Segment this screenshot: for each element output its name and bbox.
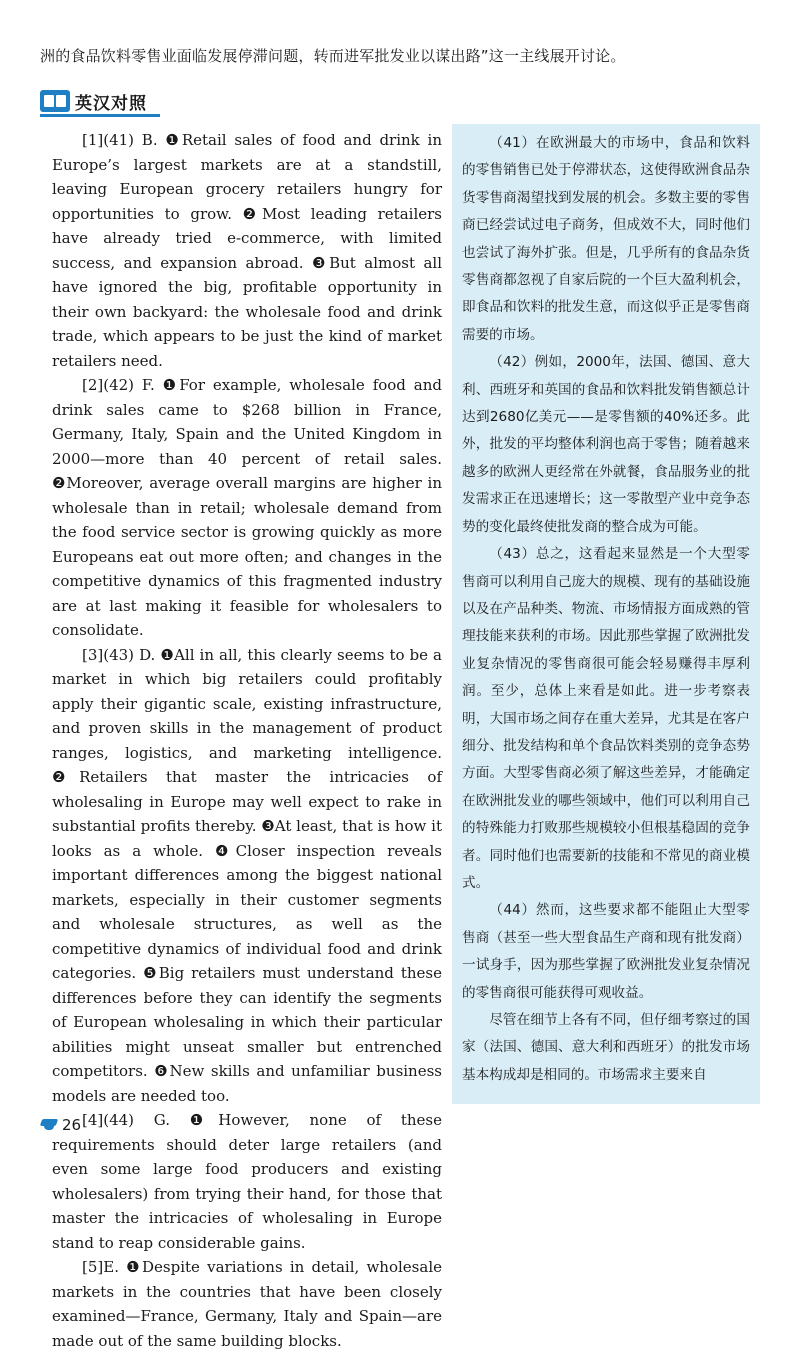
page-footer bbox=[40, 1116, 81, 1134]
chinese-column bbox=[452, 124, 760, 1089]
chinese-paragraph-4: （44）然而，这些要求都不能阻止大型零售商（甚至一些大型食品生产商和现有批发商）一试身手，因为那些掌握了欧洲批发业复杂情况的零售商很可能获得可观收益。 bbox=[462, 902, 750, 1001]
section-title: 英汉对照 bbox=[75, 93, 147, 114]
english-paragraph-4: [4](44) G. ❶However, none of these requirements should deter large retailers (and even some large food producers and existing wholesalers) from trying their hand, for those that master the intricacies of wholesaling in Europe stand to reap considerable gains. bbox=[52, 1111, 442, 1252]
intro-text: 洲的食品饮料零售业面临发展停滞问题，转而进军批发业以谋出路”这一主线展开讨论。 bbox=[40, 47, 626, 65]
english-paragraph-2: [2](42) F. ❶For example, wholesale food and drink sales came to $268 billion in France, Germany, Italy, Spain and the United Kingdom in 2000—more than 40 percent of retail sales. ❷Moreover, average overall margins are higher in wholesale than in retail; wholesale demand from the food service sector is growing quickly as more Europeans eat out more often; and changes in the competitive dynamics of this fragmented industry are at last making it feasible for wholesalers to consolidate. bbox=[52, 376, 442, 639]
english-paragraph-5: [5]E. ❶Despite variations in detail, wholesale markets in the countries that have been closely examined—France, Germany, Italy and Spain—are made out of the same building blocks. bbox=[52, 1258, 442, 1350]
english-column bbox=[52, 128, 442, 1350]
chinese-translation-box bbox=[452, 124, 760, 1104]
section-underline bbox=[40, 114, 160, 117]
chinese-paragraph-3: （43）总之，这看起来显然是一个大型零售商可以利用自己庞大的规模、现有的基础设施以及在产品种类、物流、市场情报方面成熟的管理技能来获利的市场。因此那些掌握了欧洲批发业复杂情况的零售商很可能会轻易赚得丰厚利润。至少，总体上来看是如此。进一步考察表明，大国市场之间存在重大差异，尤其是在客户细分、批发结构和单个食品饮料类别的竞争态势方面。大型零售商必须了解这些差异，才能确定在欧洲批发业的哪些领域中，他们可以利用自己的特殊能力打败那些规模较小但根基稳固的竞争者。同时他们也需要新的技能和不常见的商业模式。 bbox=[462, 546, 750, 891]
english-paragraph-3: [3](43) D. ❶All in all, this clearly seems to be a market in which big retailers could profitably apply their gigantic scale, existing infrastructure, and proven skills in the management of product ranges, logistics, and marketing intelligence. ❷Retailers that master the intricacies of wholesaling in Europe may well expect to rake in substantial profits thereby. ❸At least, that is how it looks as a whole. ❹Closer inspection reveals important differences among the biggest national markets, especially in their customer segments and wholesale structures, as well as the competitive dynamics of individual food and drink categories. ❺Big retailers must understand these differences before they can identify the segments of European wholesaling in which their particular abilities might unseat smaller but entrenched competitors. ❻New skills and unfamiliar business models are needed too. bbox=[52, 645, 442, 1105]
chinese-paragraph-1: （41）在欧洲最大的市场中，食品和饮料的零售销售已处于停滞状态，这使得欧洲食品杂货零售商渴望找到发展的机会。多数主要的零售商已经尝试过电子商务，但成效不大，同时他们也尝试了海外扩张。但是，几乎所有的食品杂货零售商都忽视了自家后院的一个巨大盈利机会，即食品和饮料的批发生意，而这似乎正是零售商需要的市场。 bbox=[462, 135, 750, 343]
page-number: 26 bbox=[62, 1116, 82, 1134]
chinese-paragraph-5: 尽管在细节上各有不同，但仔细考察过的国家（法国、德国、意大利和西班牙）的批发市场基本构成却是相同的。市场需求主要来自 bbox=[462, 1012, 750, 1083]
graduation-cap-icon bbox=[40, 1119, 58, 1131]
book-icon bbox=[40, 90, 70, 112]
section-header bbox=[40, 88, 147, 114]
english-paragraph-1: [1](41) B. ❶Retail sales of food and drink in Europe’s largest markets are at a standstill, leaving European grocery retailers hungry for opportunities to grow. ❷Most leading retailers have already tried e-commerce, with limited success, and expansion abroad. ❸But almost all have ignored the big, profitable opportunity in their own backyard: the wholesale food and drink trade, which appears to be just the kind of market retailers need. bbox=[52, 131, 442, 370]
chinese-paragraph-2: （42）例如，2000年，法国、德国、意大利、西班牙和英国的食品和饮料批发销售额总计达到2680亿美元——是零售额的40%还多。此外，批发的平均整体利润也高于零售；随着越来越多的欧洲人更经常在外就餐，食品服务业的批发需求正在迅速增长；这一零散型产业中竞争态势的变化最终使批发商的整合成为可能。 bbox=[462, 354, 750, 535]
